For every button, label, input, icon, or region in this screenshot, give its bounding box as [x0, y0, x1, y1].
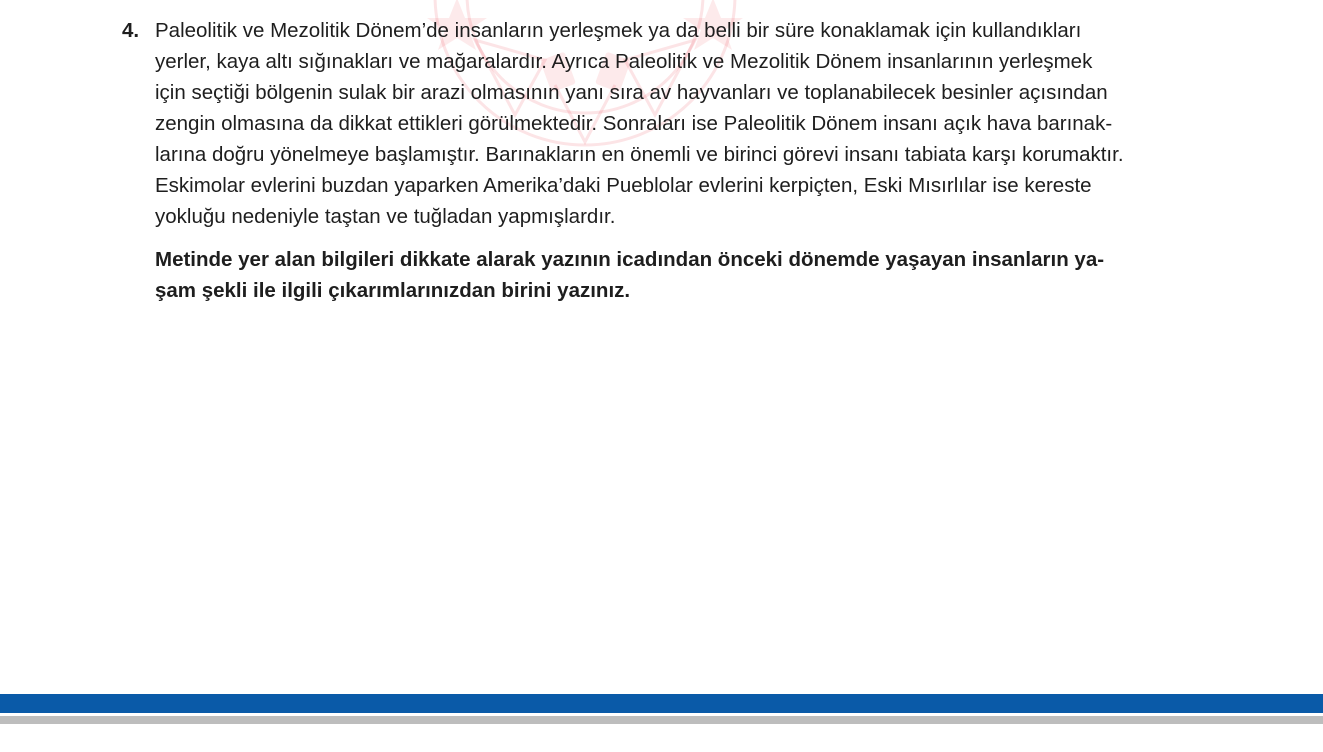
question-block [122, 15, 1212, 306]
footer-gray-bar [0, 716, 1323, 724]
body-line: için seçtiği bölgenin sulak bir arazi olmasının yanı sıra av hayvanları ve toplanabilecek besinler açısından [155, 81, 1108, 104]
body-line: yokluğu nedeniyle taştan ve tuğladan yapmışlardır. [155, 205, 616, 228]
body-line: Paleolitik ve Mezolitik Dönem’de insanların yerleşmek ya da belli bir süre konaklamak için kullandıkları [155, 19, 1082, 42]
question-number: 4. [122, 19, 140, 42]
body-line: zengin olmasına da dikkat ettikleri görülmektedir. Sonraları ise Paleolitik Dönem insanı açık hava barınak- [155, 112, 1113, 135]
question-prompt [155, 244, 1212, 306]
question-body [155, 15, 1212, 232]
prompt-line: şam şekli ile ilgili çıkarımlarınızdan birini yazınız. [155, 279, 631, 302]
footer-blue-bar [0, 694, 1323, 713]
prompt-line: Metinde yer alan bilgileri dikkate alarak yazının icadından önceki dönemde yaşayan insanların ya- [155, 248, 1105, 271]
body-line: larına doğru yönelmeye başlamıştır. Barınakların en önemli ve birinci görevi insanı tabiata karşı korumaktır. [155, 143, 1124, 166]
body-line: yerler, kaya altı sığınakları ve mağaralardır. Ayrıca Paleolitik ve Mezolitik Dönem insanlarının yerleşmek [155, 50, 1093, 73]
body-line: Eskimolar evlerini buzdan yaparken Amerika’daki Pueblolar evlerini kerpiçten, Eski Mısırlılar ise kereste [155, 174, 1092, 197]
